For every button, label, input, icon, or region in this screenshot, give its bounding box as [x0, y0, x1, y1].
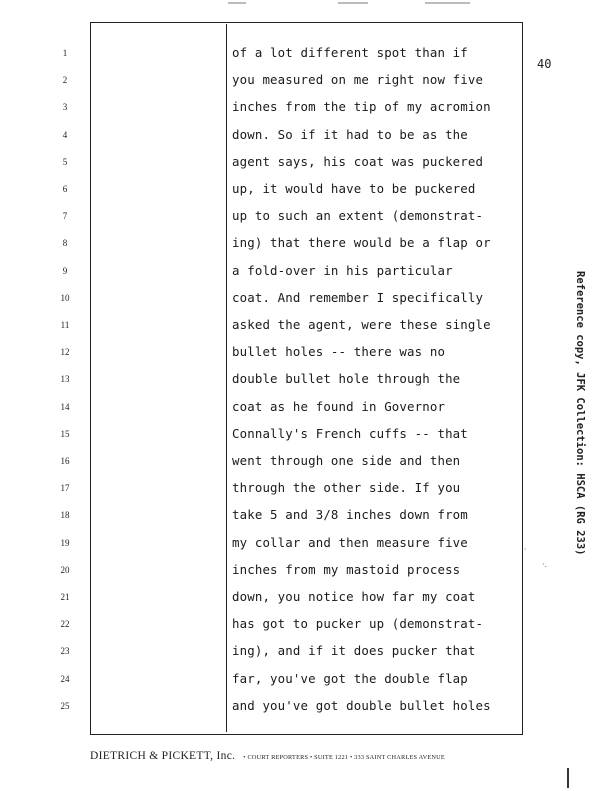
scan-speck: ·. — [542, 560, 548, 569]
line-number: 6 — [62, 184, 68, 194]
transcript-line: coat. And remember I specifically — [232, 289, 484, 305]
line-number: 7 — [62, 211, 68, 222]
transcript-line: went through one side and then — [232, 453, 461, 468]
scan-mark — [425, 2, 470, 4]
transcript-line: take 5 and 3/8 inches down from — [232, 507, 468, 523]
line-number: 12 — [60, 347, 70, 358]
transcript-line: coat as he found in Governor — [232, 398, 446, 414]
transcript-line: inches from my mastoid process — [232, 561, 461, 577]
transcript-line: and you've got double bullet holes — [232, 697, 491, 713]
scan-edge-mark — [567, 768, 569, 788]
court-reporter-firm: DIETRICH & PICKETT, Inc. — [90, 750, 236, 762]
transcript-line: a fold-over in his particular — [232, 262, 453, 278]
line-number: 23 — [60, 646, 70, 657]
transcript-line: down, you notice how far my coat — [232, 589, 476, 604]
line-number: 2 — [62, 75, 68, 86]
line-number: 15 — [60, 428, 70, 439]
page-footer — [90, 746, 523, 764]
reference-stamp: Reference copy, JFK Collection: HSCA (RG 233) — [574, 271, 586, 556]
scan-mark — [228, 2, 246, 4]
transcript-line: asked the agent, were these single — [232, 317, 491, 332]
line-number: 25 — [60, 700, 70, 711]
line-number: 13 — [60, 374, 70, 385]
transcript-line: ing) that there would be a flap or — [232, 235, 491, 251]
line-number: 9 — [62, 265, 68, 276]
scan-speck: · — [524, 545, 527, 554]
transcript-line: you measured on me right now five — [232, 72, 484, 88]
line-number: 19 — [60, 537, 70, 548]
transcript-line: double bullet hole through the — [232, 371, 461, 387]
line-number: 10 — [60, 292, 70, 303]
line-number: 17 — [60, 483, 70, 494]
line-number: 3 — [62, 102, 68, 113]
transcript-line: inches from the tip of my acromion — [232, 99, 491, 115]
line-number: 4 — [62, 129, 68, 140]
line-number: 20 — [60, 564, 70, 575]
transcript-line: has got to pucker up (demonstrat- — [232, 616, 484, 632]
transcript-line: down. So if it had to be as the — [232, 126, 468, 142]
line-number: 24 — [60, 673, 70, 684]
transcript-line: up, it would have to be puckered — [232, 181, 476, 196]
transcript-line: of a lot different spot than if — [232, 45, 468, 60]
transcript-line: bullet holes -- there was no — [232, 344, 446, 360]
transcript-line: agent says, his coat was puckered — [232, 153, 484, 169]
transcript-line: up to such an extent (demonstrat- — [232, 208, 484, 224]
left-margin-rule — [226, 24, 227, 732]
line-number: 1 — [62, 48, 68, 58]
line-number: 18 — [60, 510, 70, 521]
line-number: 22 — [60, 619, 70, 630]
page-number: 40 — [537, 57, 552, 71]
court-reporter-address: • COURT REPORTERS • SUITE 1221 • 333 SAINT CHARLES AVENUE — [243, 754, 445, 761]
line-number: 8 — [62, 238, 68, 249]
line-number: 16 — [60, 456, 70, 466]
transcript-line: through the other side. If you — [232, 480, 461, 496]
line-number: 5 — [62, 156, 68, 167]
line-number: 11 — [60, 320, 70, 330]
scan-mark — [338, 2, 368, 4]
transcript-line: Connally's French cuffs -- that — [232, 425, 468, 441]
line-number: 21 — [60, 592, 70, 602]
top-scan-marks — [0, 0, 612, 12]
transcript-line: far, you've got the double flap — [232, 670, 468, 686]
line-number: 14 — [60, 401, 70, 412]
transcript-line: my collar and then measure five — [232, 534, 468, 550]
transcript-line: ing), and if it does pucker that — [232, 643, 476, 659]
